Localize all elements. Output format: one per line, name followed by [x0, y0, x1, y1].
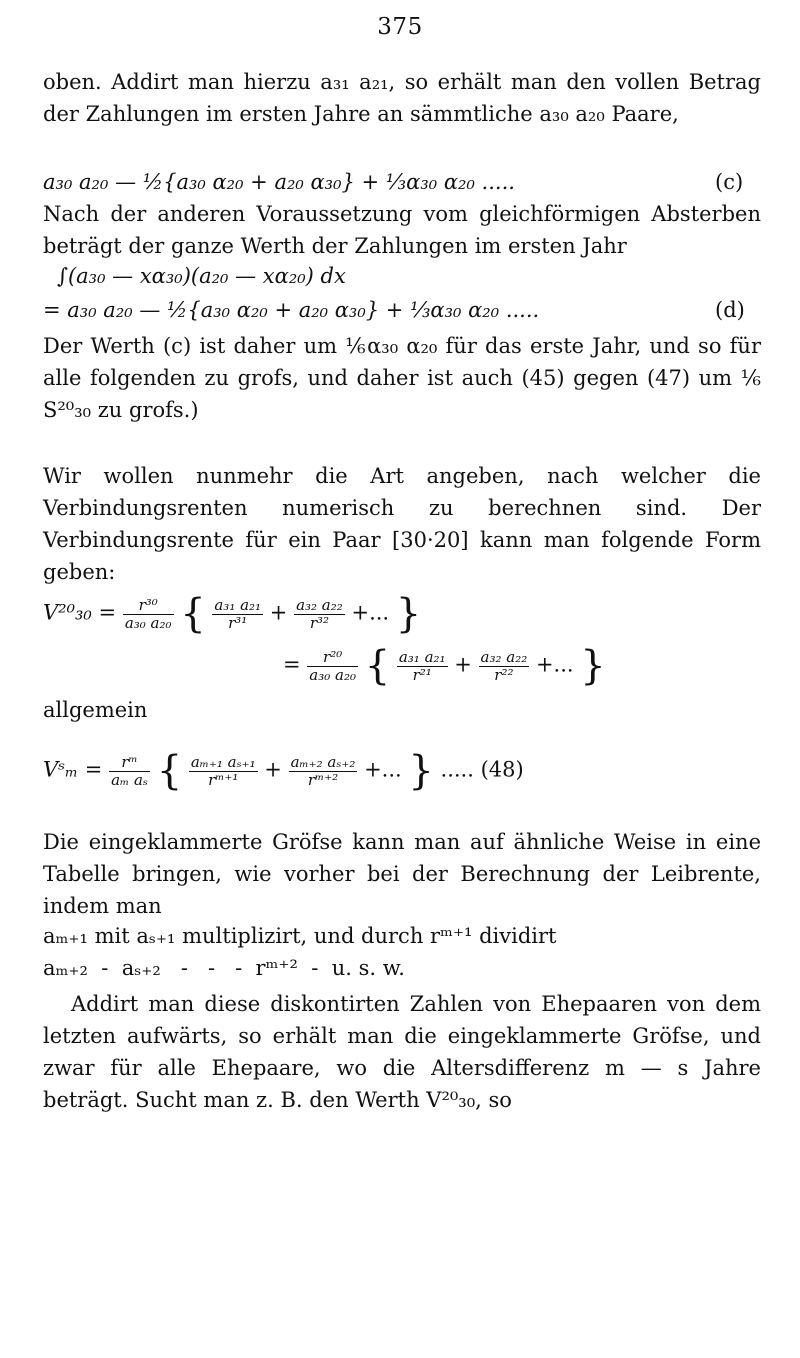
equation-d-rhs: = a₃₀ a₂₀ — ½{a₃₀ α₂₀ + a₂₀ α₃₀} + ⅓α₃₀ α₂₀ ..... — [43, 298, 540, 322]
continuation: +... — [535, 652, 574, 677]
term-2-fraction — [479, 649, 530, 683]
right-brace: } — [408, 748, 434, 794]
prefix-fraction — [307, 649, 358, 683]
prefix-fraction — [123, 597, 174, 631]
fraction-numerator: a₃₂ a₂₂ — [296, 596, 343, 614]
equation-v-2030-alt — [283, 643, 606, 689]
equation-v-2030 — [43, 591, 421, 637]
equation-v-lhs: V²⁰₃₀ = — [43, 600, 117, 625]
fraction-denominator: rᵐ⁺² — [307, 770, 339, 789]
left-brace: { — [364, 643, 391, 689]
term-1-fraction — [397, 649, 448, 683]
fraction-numerator: a₃₁ a₂₁ — [398, 648, 446, 666]
equation-d-integral: ∫(a₃₀ — xα₃₀)(a₂₀ — xα₂₀) dx — [57, 264, 346, 288]
fraction-numerator: a₃₂ a₂₂ — [480, 648, 528, 666]
fraction-denominator: r³¹ — [228, 613, 248, 632]
fraction-numerator: r²⁰ — [307, 649, 358, 667]
term-2-fraction — [289, 754, 358, 788]
plus-sign: + — [269, 600, 288, 625]
allgemein-label: allgemein — [43, 698, 148, 722]
plus-sign: + — [264, 757, 282, 782]
paragraph-4: Wir wollen nunmehr die Art angeben, nach welcher die Verbindungsrenten numerisch zu berechnen sind. Der Verbindungsrente für ein Paar [30·20] kann man folgende Form geben: — [43, 464, 761, 584]
equals-sign: = — [283, 652, 301, 677]
equation-c-body: a₃₀ a₂₀ — ½{a₃₀ α₂₀ + a₂₀ α₃₀} + ⅓α₃₀ α₂₀ ..... — [43, 170, 515, 194]
list-row-2: aₘ₊₂ - aₛ₊₂ - - - rᵐ⁺² - u. s. w. — [43, 956, 405, 980]
fraction-numerator: r³⁰ — [123, 597, 174, 615]
fraction-numerator: aₘ₊₁ aₛ₊₁ — [190, 753, 256, 771]
paragraph-2: Nach der anderen Voraussetzung vom gleichförmigen Absterben beträgt der ganze Werth der Zahlungen im ersten Jahr — [43, 202, 761, 258]
equation-c-tag: (c) — [715, 170, 744, 194]
fraction-denominator: r³² — [309, 613, 330, 632]
left-brace: { — [180, 591, 206, 637]
paragraph-6: Addirt man diese diskontirten Zahlen von Ehepaaren von dem letzten aufwärts, so erhält man die eingeklammerte Gröfse, und zwar für alle Ehepaare, wo die Altersdifferenz m — s Jahre beträgt. Sucht man z. B. den Werth V²⁰₃₀, so — [43, 992, 761, 1112]
equation-d-tag: (d) — [715, 298, 745, 322]
equation-48-tag: ..... (48) — [440, 757, 524, 782]
term-1-fraction — [212, 597, 263, 631]
fraction-denominator: a₃₀ a₂₀ — [309, 665, 357, 684]
paragraph-3: Der Werth (c) ist daher um ⅙α₃₀ α₂₀ für das erste Jahr, und so für alle folgenden zu grofs, und daher ist auch (45) gegen (47) um ⅙ S²⁰₃₀ zu grofs.) — [43, 334, 761, 422]
list-row-1: aₘ₊₁ mit aₛ₊₁ multiplizirt, und durch rᵐ⁺¹ dividirt — [43, 924, 557, 948]
equation-c — [43, 170, 515, 194]
fraction-numerator: rᵐ — [109, 754, 150, 772]
fraction-denominator: r²¹ — [412, 665, 432, 684]
fraction-denominator: a₃₀ a₂₀ — [124, 613, 172, 632]
paragraph-1: oben. Addirt man hierzu a₃₁ a₂₁, so erhält man den vollen Betrag der Zahlungen im ersten Jahre an sämmtliche a₃₀ a₂₀ Paare, — [43, 70, 761, 126]
fraction-denominator: r²² — [494, 665, 514, 684]
left-brace: { — [156, 748, 183, 794]
term-1-fraction — [189, 754, 258, 788]
term-2-fraction — [294, 597, 345, 631]
right-brace: } — [580, 643, 606, 689]
fraction-numerator: a₃₁ a₂₁ — [214, 596, 262, 614]
plus-sign: + — [454, 652, 472, 677]
equation-48-lhs: Vˢₘ = — [43, 757, 103, 782]
continuation: +... — [364, 757, 402, 782]
fraction-numerator: aₘ₊₂ aₛ₊₂ — [290, 753, 356, 771]
paragraph-5: Die eingeklammerte Gröfse kann man auf ähnliche Weise in eine Tabelle bringen, wie vorher bei der Berechnung der Leibrente, indem man — [43, 830, 761, 918]
right-brace: } — [395, 591, 422, 637]
continuation: +... — [351, 600, 390, 625]
fraction-denominator: rᵐ⁺¹ — [208, 770, 239, 789]
page-number: 375 — [377, 14, 423, 40]
equation-48 — [43, 748, 524, 794]
prefix-fraction — [109, 754, 150, 788]
fraction-denominator: aₘ aₛ — [111, 770, 148, 789]
